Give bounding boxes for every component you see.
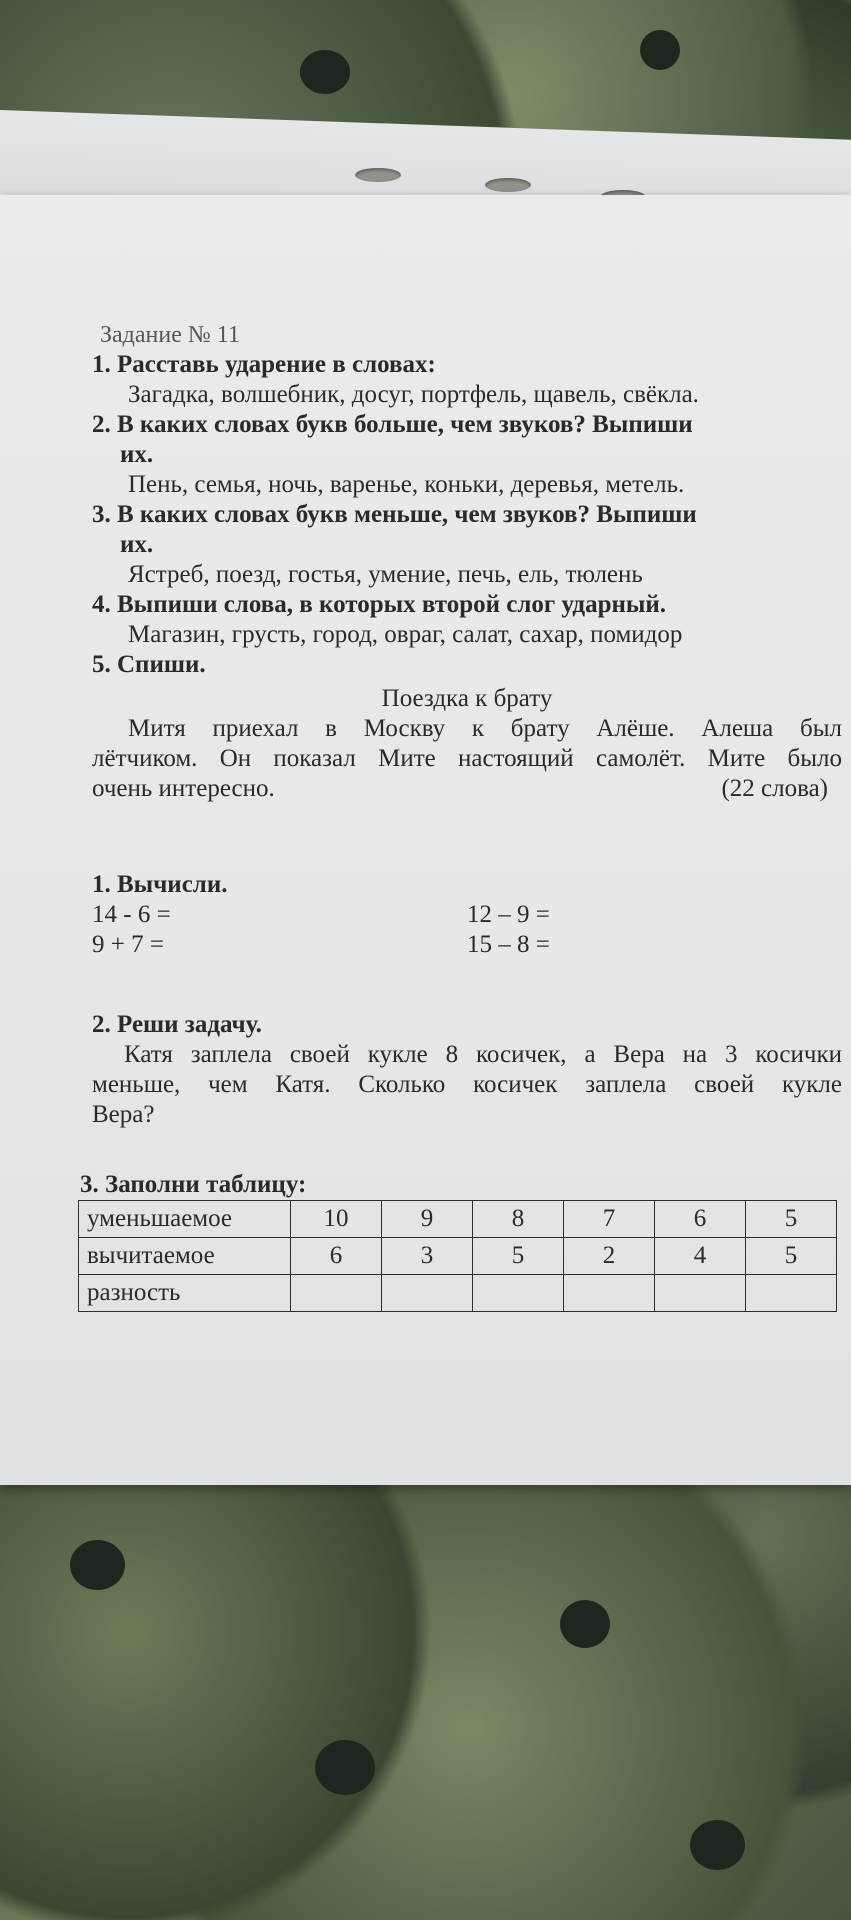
fabric-pattern: [315, 1740, 375, 1795]
table-title: 3. Заполни таблицу:: [80, 1171, 307, 1198]
table-row: [79, 1238, 837, 1275]
table-cell: 2: [564, 1238, 655, 1275]
table-cell: 3: [382, 1238, 473, 1275]
table-cell: 8: [473, 1201, 564, 1238]
calc-expression: 15 – 8 =: [467, 931, 550, 958]
table-cell: 6: [291, 1238, 382, 1275]
calc-row: [92, 930, 842, 960]
table-cell: 5: [746, 1238, 837, 1275]
table-cell-empty: [382, 1275, 473, 1312]
task-1-words: Загадка, волшебник, досуг, портфель, щавель, свёкла.: [128, 381, 699, 408]
task-3-words: Ястреб, поезд, гостья, умение, печь, ель, тюлень: [128, 561, 643, 588]
fabric-pattern: [300, 50, 350, 94]
table-cell-empty: [291, 1275, 382, 1312]
task-2-title: 2. В каких словах букв больше, чем звуков? Выпиши: [92, 411, 693, 438]
story-text-end: очень интересно.: [92, 775, 275, 802]
table-cell-empty: [746, 1275, 837, 1312]
problem-line-3: Вера?: [92, 1101, 155, 1128]
story-line-1: Митя приехал в Москву к брату Алёше. Алеша был: [128, 715, 842, 742]
calc-expression: 9 + 7 =: [92, 931, 164, 958]
table-cell: 7: [564, 1201, 655, 1238]
table-cell: 5: [746, 1201, 837, 1238]
calc-title: 1. Вычисли.: [92, 871, 228, 898]
task-1-title: 1. Расставь ударение в словах:: [92, 351, 436, 378]
problem-line-2: меньше, чем Катя. Сколько косичек заплела своей кукле: [92, 1071, 842, 1098]
problem-title: 2. Реши задачу.: [92, 1011, 262, 1038]
task-5-title: 5. Спиши.: [92, 651, 206, 678]
story-word-count: (22 слова): [721, 775, 828, 802]
calc-expression: 14 - 6 =: [92, 901, 171, 928]
table-cell: 10: [291, 1201, 382, 1238]
fabric-pattern: [690, 1820, 745, 1870]
table-row-label: вычитаемое: [79, 1238, 291, 1275]
table-row-label: разность: [79, 1275, 291, 1312]
table-cell: 4: [655, 1238, 746, 1275]
table-cell: 9: [382, 1201, 473, 1238]
table-cell: 5: [473, 1238, 564, 1275]
table-cell-empty: [564, 1275, 655, 1312]
task-3-title-cont: их.: [120, 531, 154, 558]
task-4-title: 4. Выпиши слова, в которых второй слог ударный.: [92, 591, 667, 618]
table-cell-empty: [473, 1275, 564, 1312]
table-row-label: уменьшаемое: [79, 1201, 291, 1238]
problem-line-1: Катя заплела своей кукле 8 косичек, а Вера на 3 косички: [124, 1041, 842, 1068]
worksheet-content: [80, 320, 842, 1312]
story-title: Поездка к брату: [381, 685, 553, 712]
punch-hole: [355, 168, 401, 182]
calc-expression: 12 – 9 =: [467, 901, 550, 928]
table-cell: 6: [655, 1201, 746, 1238]
task-2-words: Пень, семья, ночь, варенье, коньки, деревья, метель.: [128, 471, 685, 498]
punch-hole: [485, 178, 531, 192]
fabric-pattern: [560, 1600, 610, 1648]
table-cell-empty: [655, 1275, 746, 1312]
table-row: [79, 1201, 837, 1238]
fabric-pattern: [70, 1540, 125, 1590]
task-2-title-cont: их.: [120, 441, 154, 468]
task-header: Задание № 11: [100, 322, 240, 348]
subtraction-table: [78, 1200, 837, 1312]
table-row: [79, 1275, 837, 1312]
task-4-words: Магазин, грусть, город, овраг, салат, сахар, помидор: [128, 621, 683, 648]
story-line-2: лётчиком. Он показал Мите настоящий самолёт. Мите было: [92, 745, 842, 772]
task-3-title: 3. В каких словах букв меньше, чем звуков? Выпиши: [92, 501, 697, 528]
calc-row: [92, 900, 842, 930]
story-line-3: [92, 774, 842, 804]
fabric-pattern: [640, 30, 680, 70]
